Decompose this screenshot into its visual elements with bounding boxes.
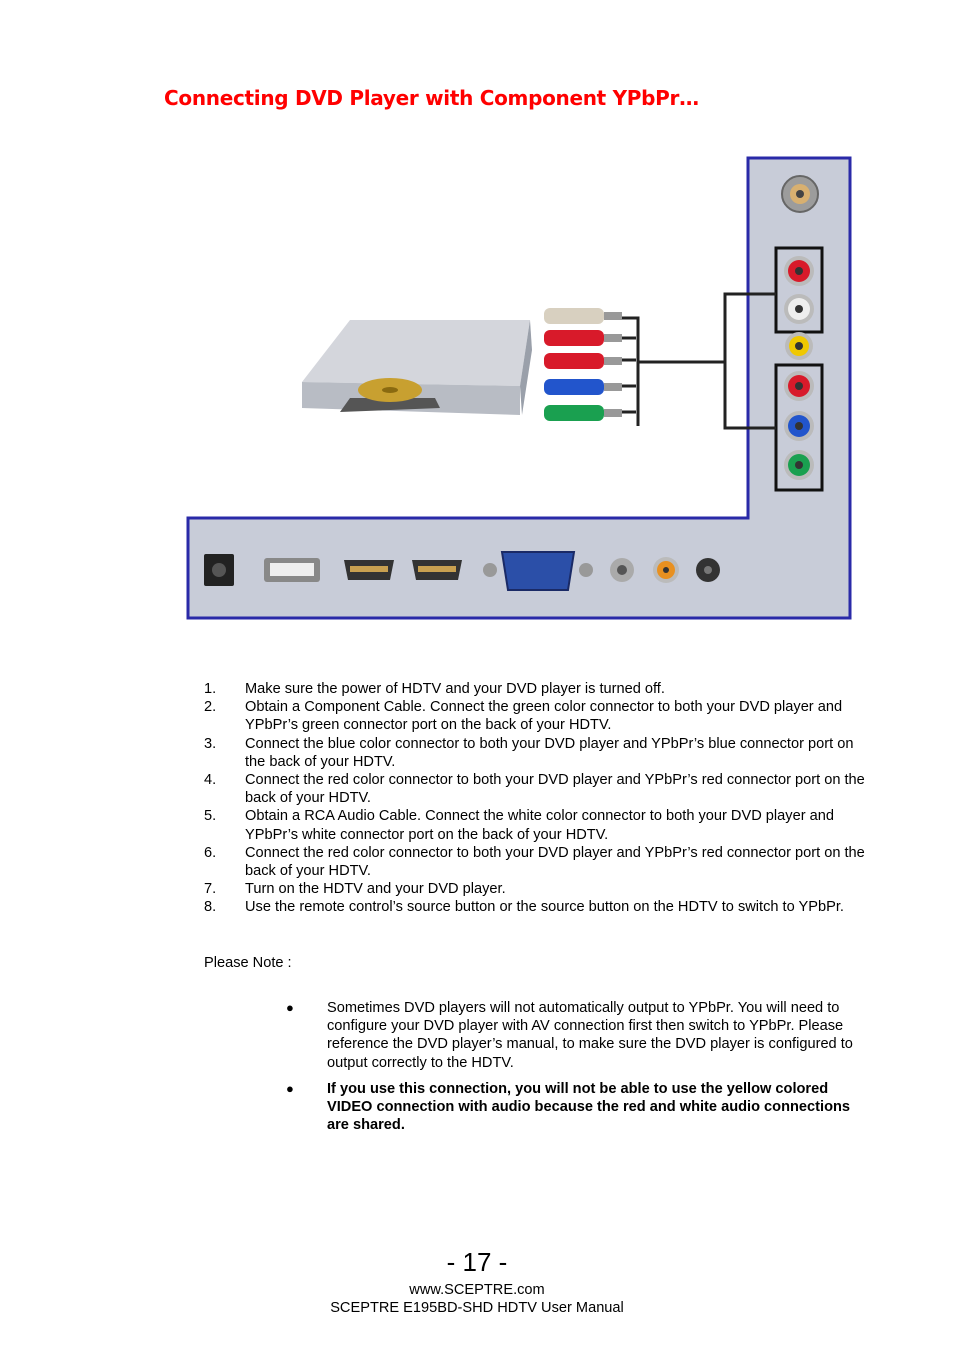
note-label: Please Note :	[204, 955, 292, 971]
usb-port	[264, 558, 320, 582]
step-text: Connect the red color connector to both your DVD player and YPbPr’s red connector port on the back of your HDTV.	[245, 772, 865, 807]
audio-red-port	[784, 256, 814, 286]
step-number: 6.	[204, 844, 217, 861]
step-item	[204, 844, 874, 880]
page-number: - 17 -	[446, 1247, 508, 1277]
component-y-port	[784, 450, 814, 480]
step-text: Make sure the power of HDTV and your DVD player is turned off.	[245, 681, 665, 697]
instruction-steps	[204, 680, 874, 917]
step-item	[204, 898, 874, 916]
connection-diagram	[180, 150, 860, 630]
note-bullet-text: If you use this connection, you will not be able to use the yellow colored VIDEO connection with audio because the red and white audio connections are shared.	[327, 1080, 851, 1134]
step-item	[204, 698, 874, 734]
step-text: Connect the blue color connector to both your DVD player and YPbPr’s blue connector port on the back of your HDTV.	[245, 735, 854, 770]
rca-plug-green	[544, 405, 622, 421]
step-number: 5.	[204, 808, 217, 825]
step-text: Obtain a RCA Audio Cable. Connect the white color connector to both your DVD player and YPbPr’s white connector port on the back of your HDTV.	[245, 808, 834, 843]
step-number: 2.	[204, 699, 217, 716]
rca-plug-red-2	[544, 353, 622, 369]
step-text: Obtain a Component Cable. Connect the green color connector to both your DVD player and YPbPr’s green connector port on the back of your HDTV.	[245, 699, 843, 734]
antenna-port	[782, 176, 818, 212]
bullet-dot-icon: ●	[286, 1080, 294, 1096]
page-title: Connecting DVD Player with Component YPbPr…	[164, 86, 699, 110]
rca-plug-blue	[544, 379, 622, 395]
step-item	[204, 680, 874, 698]
hdmi-port-1	[344, 560, 394, 580]
note-bullet-item	[286, 1080, 866, 1135]
note-bullets	[286, 999, 866, 1142]
audio-white-port	[784, 294, 814, 324]
bullet-dot-icon: ●	[286, 1000, 294, 1015]
headphone-port	[696, 558, 720, 582]
dvd-player	[302, 320, 532, 415]
connection-diagram-svg	[180, 150, 860, 630]
hdmi-port-2	[412, 560, 462, 580]
step-text: Connect the red color connector to both your DVD player and YPbPr’s red connector port on the back of your HDTV.	[245, 844, 865, 880]
component-pr-port	[784, 371, 814, 401]
step-text: Use the remote control’s source button or the source button on the HDTV to switch to YPbPr.	[245, 899, 844, 916]
step-item	[204, 807, 874, 843]
digital-audio-port	[653, 557, 679, 583]
rca-plug-white	[544, 308, 622, 324]
step-number: 4.	[204, 772, 217, 789]
step-item	[204, 880, 874, 898]
dc-power-port	[204, 554, 234, 586]
step-item	[204, 771, 874, 807]
footer-manual-title: SCEPTRE E195BD-SHD HDTV User Manual	[330, 1300, 624, 1316]
audio-in-port	[610, 558, 634, 582]
step-text: Turn on the HDTV and your DVD player.	[245, 881, 506, 898]
note-bullet-item	[286, 999, 866, 1072]
step-number: 1.	[204, 681, 217, 697]
video-yellow-port	[785, 332, 813, 360]
footer-url: www.SCEPTRE.com	[409, 1282, 545, 1298]
step-number: 3.	[204, 735, 217, 752]
step-item	[204, 735, 874, 771]
step-number: 8.	[204, 899, 217, 916]
note-bullet-text: Sometimes DVD players will not automatically output to YPbPr. You will need to configure your DVD player with AV connection first then switch to YPbPr. Please reference the DVD player’s manual, to make sure the DVD player is configured to output correctly to the HDTV.	[327, 1000, 853, 1071]
step-number: 7.	[204, 881, 217, 898]
component-pb-port	[784, 411, 814, 441]
rca-plug-red-1	[544, 330, 622, 346]
